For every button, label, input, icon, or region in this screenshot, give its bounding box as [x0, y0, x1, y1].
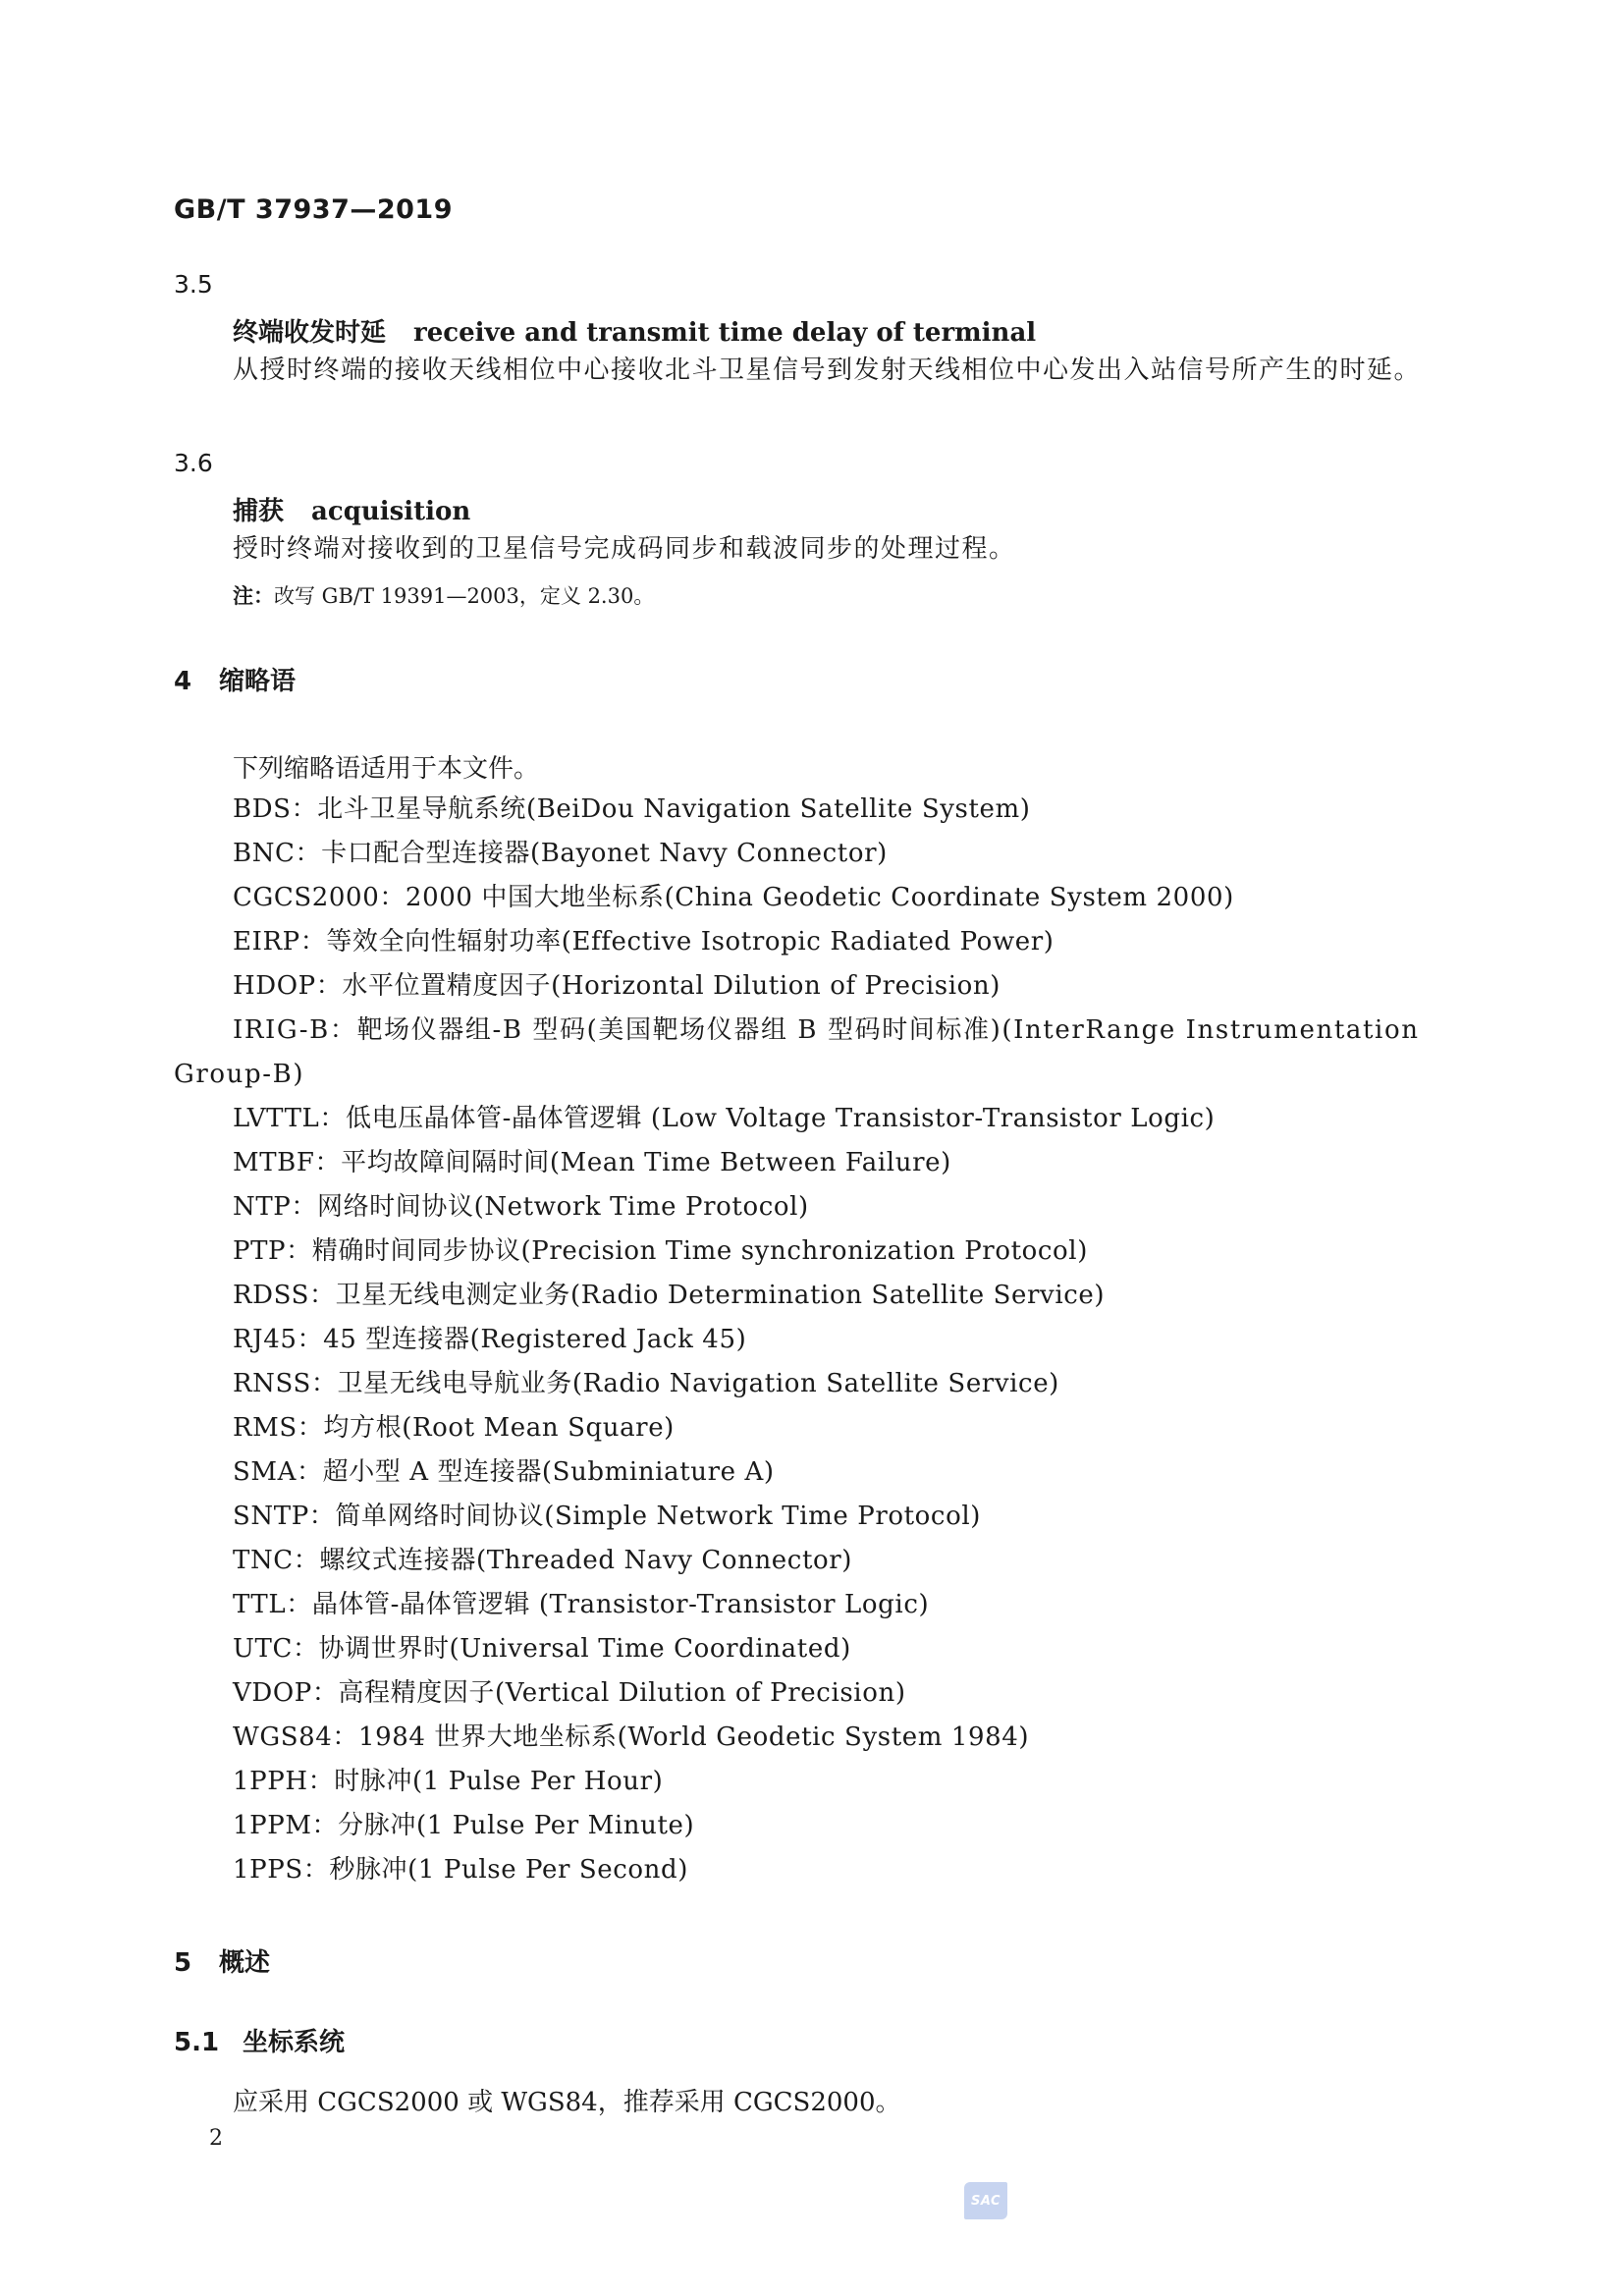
term-definition-3-5: 从授时终端的接收天线相位中心接收北斗卫星信号到发射天线相位中心发出入站信号所产生的时延。: [233, 355, 1422, 385]
term-number-3-5: 3.5: [174, 270, 213, 299]
abbreviation-item: 1PPM：分脉冲(1 Pulse Per Minute): [233, 1811, 695, 1840]
abbreviation-item: EIRP：等效全向性辐射功率(Effective Isotropic Radiated Power): [233, 927, 1055, 957]
subsection-number: 5.1: [174, 2028, 220, 2057]
abbreviation-item: IRIG-B：靶场仪器组-B 型码(美国靶场仪器组 B 型码时间标准)(InterRange Instrumentation Group-B): [174, 1015, 1420, 1089]
abbreviation-item: LVTTL：低电压晶体管-晶体管逻辑 (Low Voltage Transistor-Transistor Logic): [233, 1104, 1216, 1133]
section-4-heading: [174, 661, 296, 697]
abbreviation-item: NTP：网络时间协议(Network Time Protocol): [233, 1192, 809, 1222]
term-zh: 捕获: [233, 497, 285, 526]
term-en: acquisition: [311, 497, 471, 526]
section-5-1-heading: [174, 2022, 345, 2058]
abbreviation-item: UTC：协调世界时(Universal Time Coordinated): [233, 1634, 851, 1664]
page-number: 2: [209, 2126, 223, 2151]
section-title: 缩略语: [219, 667, 297, 696]
note-label: 注：: [233, 584, 274, 608]
section-number: 5: [174, 1948, 192, 1978]
abbreviations-intro: 下列缩略语适用于本文件。: [233, 754, 540, 784]
term-note: [233, 580, 654, 610]
section-number: 4: [174, 667, 192, 696]
sac-logo-icon: [964, 2182, 1007, 2219]
abbreviation-item: RNSS：卫星无线电导航业务(Radio Navigation Satellite Service): [233, 1369, 1059, 1398]
term-zh: 终端收发时延: [233, 318, 387, 348]
abbreviation-item: PTP：精确时间同步协议(Precision Time synchronization Protocol): [233, 1236, 1088, 1266]
abbreviation-item: TNC：螺纹式连接器(Threaded Navy Connector): [233, 1546, 853, 1575]
abbreviation-item: 1PPS：秒脉冲(1 Pulse Per Second): [233, 1855, 688, 1885]
abbreviation-list: [174, 788, 1440, 1892]
abbreviation-item: 1PPH：时脉冲(1 Pulse Per Hour): [233, 1767, 664, 1796]
standard-code-header: GB/T 37937—2019: [174, 194, 453, 225]
abbreviation-item: RDSS：卫星无线电测定业务(Radio Determination Satellite Service): [233, 1281, 1106, 1310]
term-en: receive and transmit time delay of terminal: [413, 318, 1037, 348]
abbreviation-item: RMS：均方根(Root Mean Square): [233, 1413, 675, 1443]
abbreviation-item: RJ45：45 型连接器(Registered Jack 45): [233, 1325, 747, 1354]
section-title: 概述: [219, 1948, 271, 1978]
abbreviation-item: SNTP：简单网络时间协议(Simple Network Time Protocol): [233, 1502, 981, 1531]
logo-text: SAC: [970, 2193, 1001, 2209]
abbreviation-item: TTL：晶体管-晶体管逻辑 (Transistor-Transistor Logic): [233, 1590, 930, 1619]
subsection-title: 坐标系统: [243, 2028, 346, 2057]
term-title-3-5: [233, 312, 1036, 349]
term-definition-3-6: 授时终端对接收到的卫星信号完成码同步和载波同步的处理过程。: [233, 534, 1016, 564]
note-text: 改写 GB/T 19391—2003，定义 2.30。: [274, 584, 655, 608]
abbreviation-item: WGS84：1984 世界大地坐标系(World Geodetic System 1984): [233, 1722, 1030, 1752]
abbreviation-item: VDOP：高程精度因子(Vertical Dilution of Precision): [233, 1678, 906, 1708]
abbreviation-item: HDOP：水平位置精度因子(Horizontal Dilution of Precision): [233, 971, 1001, 1001]
abbreviation-item: MTBF：平均故障间隔时间(Mean Time Between Failure): [233, 1148, 951, 1177]
abbreviation-item: BDS：北斗卫星导航系统(BeiDou Navigation Satellite System): [233, 794, 1031, 824]
abbreviation-item: BNC：卡口配合型连接器(Bayonet Navy Connector): [233, 839, 888, 868]
term-title-3-6: [233, 491, 470, 527]
abbreviation-item: CGCS2000：2000 中国大地坐标系(China Geodetic Coordinate System 2000): [233, 883, 1234, 912]
section-5-heading: [174, 1942, 270, 1979]
abbreviation-item: SMA：超小型 A 型连接器(Subminiature A): [233, 1457, 775, 1487]
coordinate-system-text: 应采用 CGCS2000 或 WGS84，推荐采用 CGCS2000。: [233, 2088, 901, 2117]
term-number-3-6: 3.6: [174, 449, 213, 477]
